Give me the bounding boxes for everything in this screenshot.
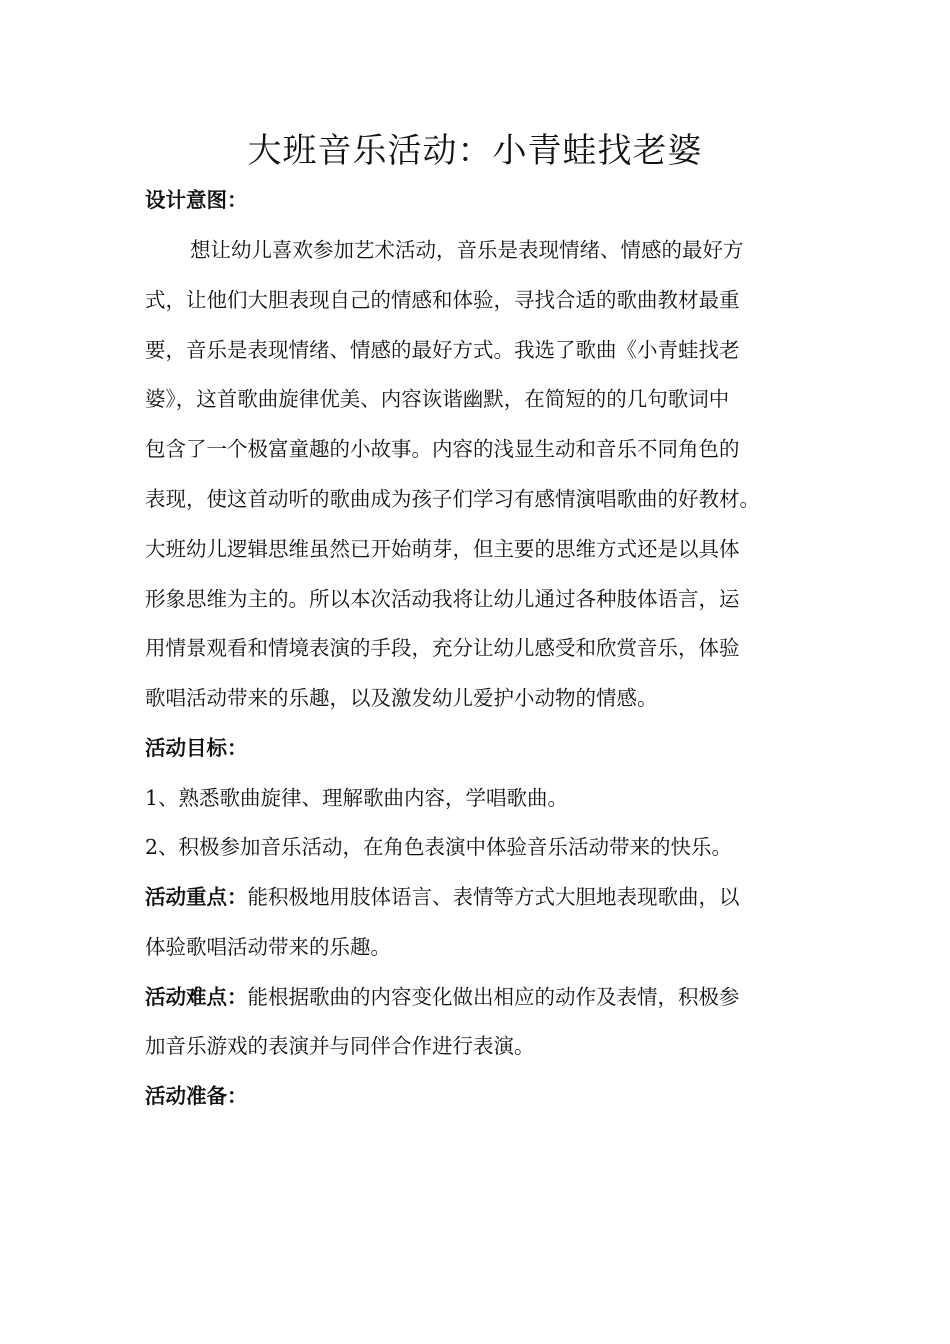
paragraph-line: 歌唱活动带来的乐趣，以及激发幼儿爱护小动物的情感。 xyxy=(145,686,658,710)
paragraph-line: 要，音乐是表现情绪、情感的最好方式。我选了歌曲《小青蛙找老 xyxy=(145,338,740,362)
key-point-continuation: 体验歌唱活动带来的乐趣。 xyxy=(145,935,391,959)
paragraph-line: 包含了一个极富童趣的小故事。内容的浅显生动和音乐不同角色的 xyxy=(145,437,740,461)
paragraph-line: 大班幼儿逻辑思维虽然已开始萌芽，但主要的思维方式还是以具体 xyxy=(145,537,740,561)
goal-item: 2、积极参加音乐活动，在角色表演中体验音乐活动带来的快乐。 xyxy=(145,835,733,859)
goals-heading: 活动目标： xyxy=(145,736,248,760)
document-title: 大班音乐活动：小青蛙找老婆 xyxy=(247,131,703,171)
paragraph-line: 婆》，这首歌曲旋律优美、内容诙谐幽默，在简短的的几句歌词中 xyxy=(145,387,730,411)
paragraph-line: 表现，使这首动听的歌曲成为孩子们学习有感情演唱歌曲的好教材。 xyxy=(145,487,760,511)
difficulty-line xyxy=(145,982,740,1012)
key-point-label: 活动重点： xyxy=(145,885,248,909)
paragraph-line: 式，让他们大胆表现自己的情感和体验，寻找合适的歌曲教材最重 xyxy=(145,288,740,312)
key-point-line xyxy=(145,882,740,912)
goal-item: 1、熟悉歌曲旋律、理解歌曲内容，学唱歌曲。 xyxy=(145,786,569,810)
key-point-text: 能积极地用肢体语言、表情等方式大胆地表现歌曲，以 xyxy=(247,885,740,909)
paragraph-line: 形象思维为主的。所以本次活动我将让幼儿通过各种肢体语言，运 xyxy=(145,587,740,611)
difficulty-text: 能根据歌曲的内容变化做出相应的动作及表情，积极参 xyxy=(247,985,740,1009)
paragraph-line: 用情景观看和情境表演的手段，充分让幼儿感受和欣赏音乐，体验 xyxy=(145,636,740,660)
design-intent-heading: 设计意图： xyxy=(145,188,248,212)
paragraph-line: 想让幼儿喜欢参加艺术活动，音乐是表现情绪、情感的最好方 xyxy=(190,238,744,262)
difficulty-label: 活动难点： xyxy=(145,985,248,1009)
difficulty-continuation: 加音乐游戏的表演并与同伴合作进行表演。 xyxy=(145,1034,535,1058)
preparation-heading: 活动准备： xyxy=(145,1084,248,1108)
